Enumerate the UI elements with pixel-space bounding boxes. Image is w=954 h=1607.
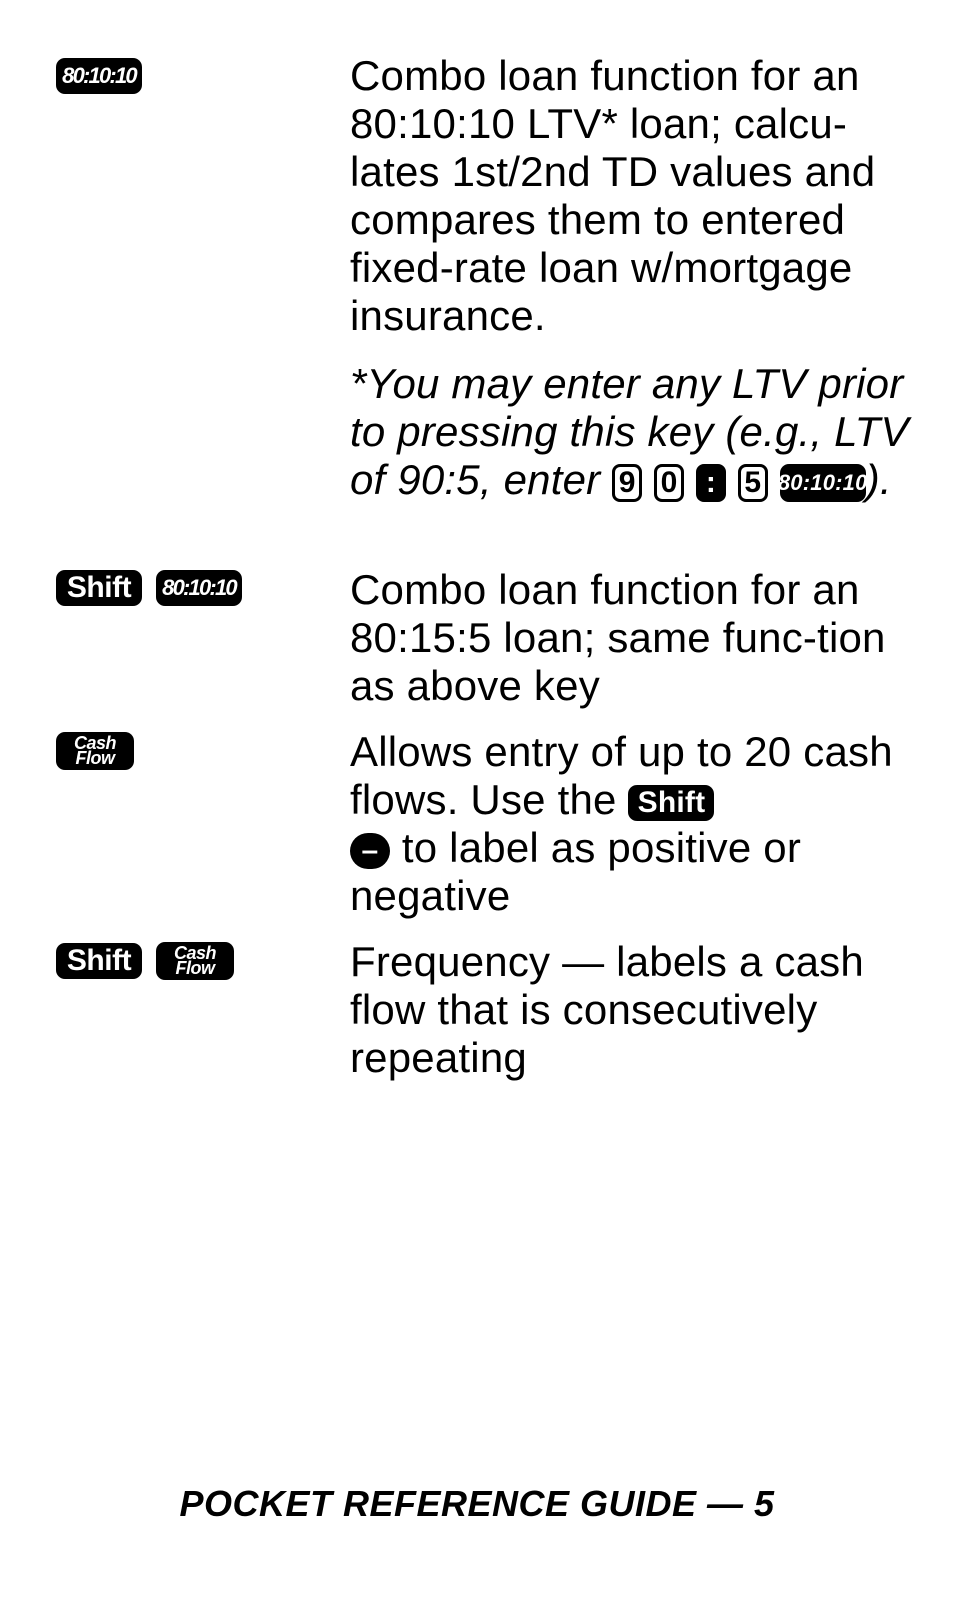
key-cash-flow xyxy=(56,732,134,770)
entry-3-text-after: to label as positive or negative xyxy=(350,824,802,919)
entry-3-text-before: Allows entry of up to 20 cash flows. Use the xyxy=(350,728,893,823)
entry-2-description xyxy=(350,566,910,710)
cash-flow-top: Cash xyxy=(173,943,216,963)
cash-flow-bottom: Flow xyxy=(75,748,115,768)
key-cash-flow xyxy=(156,942,234,980)
entry-4-description xyxy=(350,938,910,1082)
note-text-after: ). xyxy=(865,456,892,503)
key-colon: : xyxy=(696,464,726,502)
minus-icon: – xyxy=(350,833,390,869)
key-shift: Shift xyxy=(56,570,142,606)
entry-2-text: Combo loan function for an 80:15:5 loan; same func-tion as above key xyxy=(350,566,886,709)
entry-2-keys xyxy=(56,570,242,606)
entry-1-note xyxy=(350,360,910,504)
key-9: 9 xyxy=(612,464,642,502)
key-shift: Shift xyxy=(56,943,142,979)
entry-1-text: Combo loan function for an 80:10:10 LTV* loan; calcu-lates 1st/2nd TD values and compares them to entered fixed-rate loan w/mortgage insurance. xyxy=(350,52,876,339)
key-5: 5 xyxy=(738,464,768,502)
note-text-before: *You may enter any LTV prior to pressing this key (e.g., LTV of 90:5, enter xyxy=(350,360,909,503)
cash-flow-bottom: Flow xyxy=(175,958,215,978)
entry-1-description xyxy=(350,52,910,504)
entry-4-keys xyxy=(56,942,234,980)
cash-flow-top: Cash xyxy=(73,733,116,753)
key-shift-inline: Shift xyxy=(628,785,714,821)
key-80-10-10: 80:10:10 xyxy=(156,570,242,606)
entry-1-keys xyxy=(56,58,142,94)
entry-3-text xyxy=(350,728,910,920)
entry-4-text: Frequency — labels a cash flow that is consecutively repeating xyxy=(350,938,864,1081)
key-80-10-10: 80:10:10 xyxy=(56,58,142,94)
entry-3-description xyxy=(350,728,910,920)
entry-3-keys xyxy=(56,732,134,770)
key-80-10-10-inline: 80:10:10 xyxy=(780,464,866,502)
key-0: 0 xyxy=(654,464,684,502)
page-footer: POCKET REFERENCE GUIDE — 5 xyxy=(179,1483,775,1524)
